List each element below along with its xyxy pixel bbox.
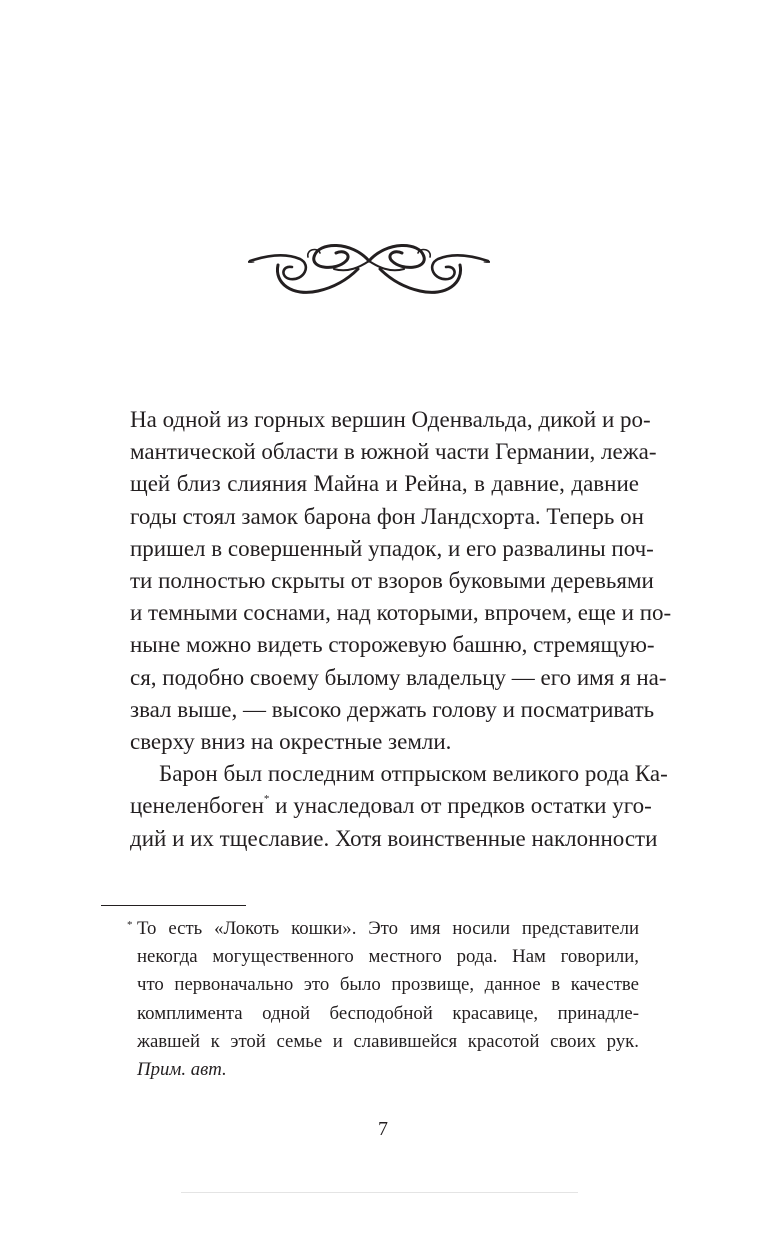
- text-line: ти полностью скрыты от взоров буковыми деревьями: [130, 568, 654, 594]
- flourish-ornament-icon: [248, 235, 490, 301]
- footnote-divider: [101, 905, 246, 906]
- body-text: [130, 404, 672, 855]
- text-line: щей близ слияния Майна и Рейна, в давние, давние: [130, 471, 639, 497]
- footnote-text: То есть «Локоть кошки». Это имя носили представители: [137, 918, 639, 939]
- text-line: ныне можно видеть сторожевую башню, стремящую-: [130, 632, 655, 658]
- footnote-attribution: Прим. авт.: [137, 1059, 227, 1081]
- footnote: [127, 915, 639, 1084]
- text-line: годы стоял замок барона фон Ландсхорта. Теперь он: [130, 503, 644, 529]
- footnote-line: некогда могущественного местного рода. Нам говорили,: [137, 946, 639, 968]
- text-line: пришел в совершенный упадок, и его развалины поч-: [130, 535, 654, 561]
- footnote-line: [127, 915, 639, 943]
- text-line: ся, подобно своему былому владельцу — его имя я на-: [130, 664, 667, 690]
- page-number: 7: [378, 1118, 388, 1140]
- footnote-line: что первоначально это было прозвище, данное в качестве: [137, 974, 639, 996]
- text-line: сверху вниз на окрестные земли.: [130, 729, 452, 755]
- text-fragment: и унаследовал от предков остатки уго-: [269, 793, 652, 819]
- text-line-with-note: [130, 790, 652, 822]
- footnote-line: жавшей к этой семье и славившейся красотой своих рук.: [137, 1030, 639, 1052]
- footnote-reference: *: [263, 793, 270, 806]
- text-line: Барон был последним отпрыском великого рода Ка-: [159, 761, 668, 787]
- text-line: звал выше, — высоко держать голову и посматривать: [130, 696, 655, 722]
- text-fragment: ценеленбоген: [130, 793, 264, 819]
- bottom-divider: [181, 1192, 578, 1193]
- text-line: дий и их тщеславие. Хотя воинственные наклонности: [130, 825, 658, 851]
- footnote-line: комплимента одной бесподобной красавице, принадле-: [137, 1002, 639, 1024]
- text-line: мантической области в южной части Германии, лежа-: [130, 439, 657, 465]
- text-line: На одной из горных вершин Оденвальда, дикой и ро-: [130, 407, 651, 432]
- footnote-marker: *: [127, 919, 133, 931]
- text-line: и темными соснами, над которыми, впрочем, еще и по-: [130, 600, 672, 626]
